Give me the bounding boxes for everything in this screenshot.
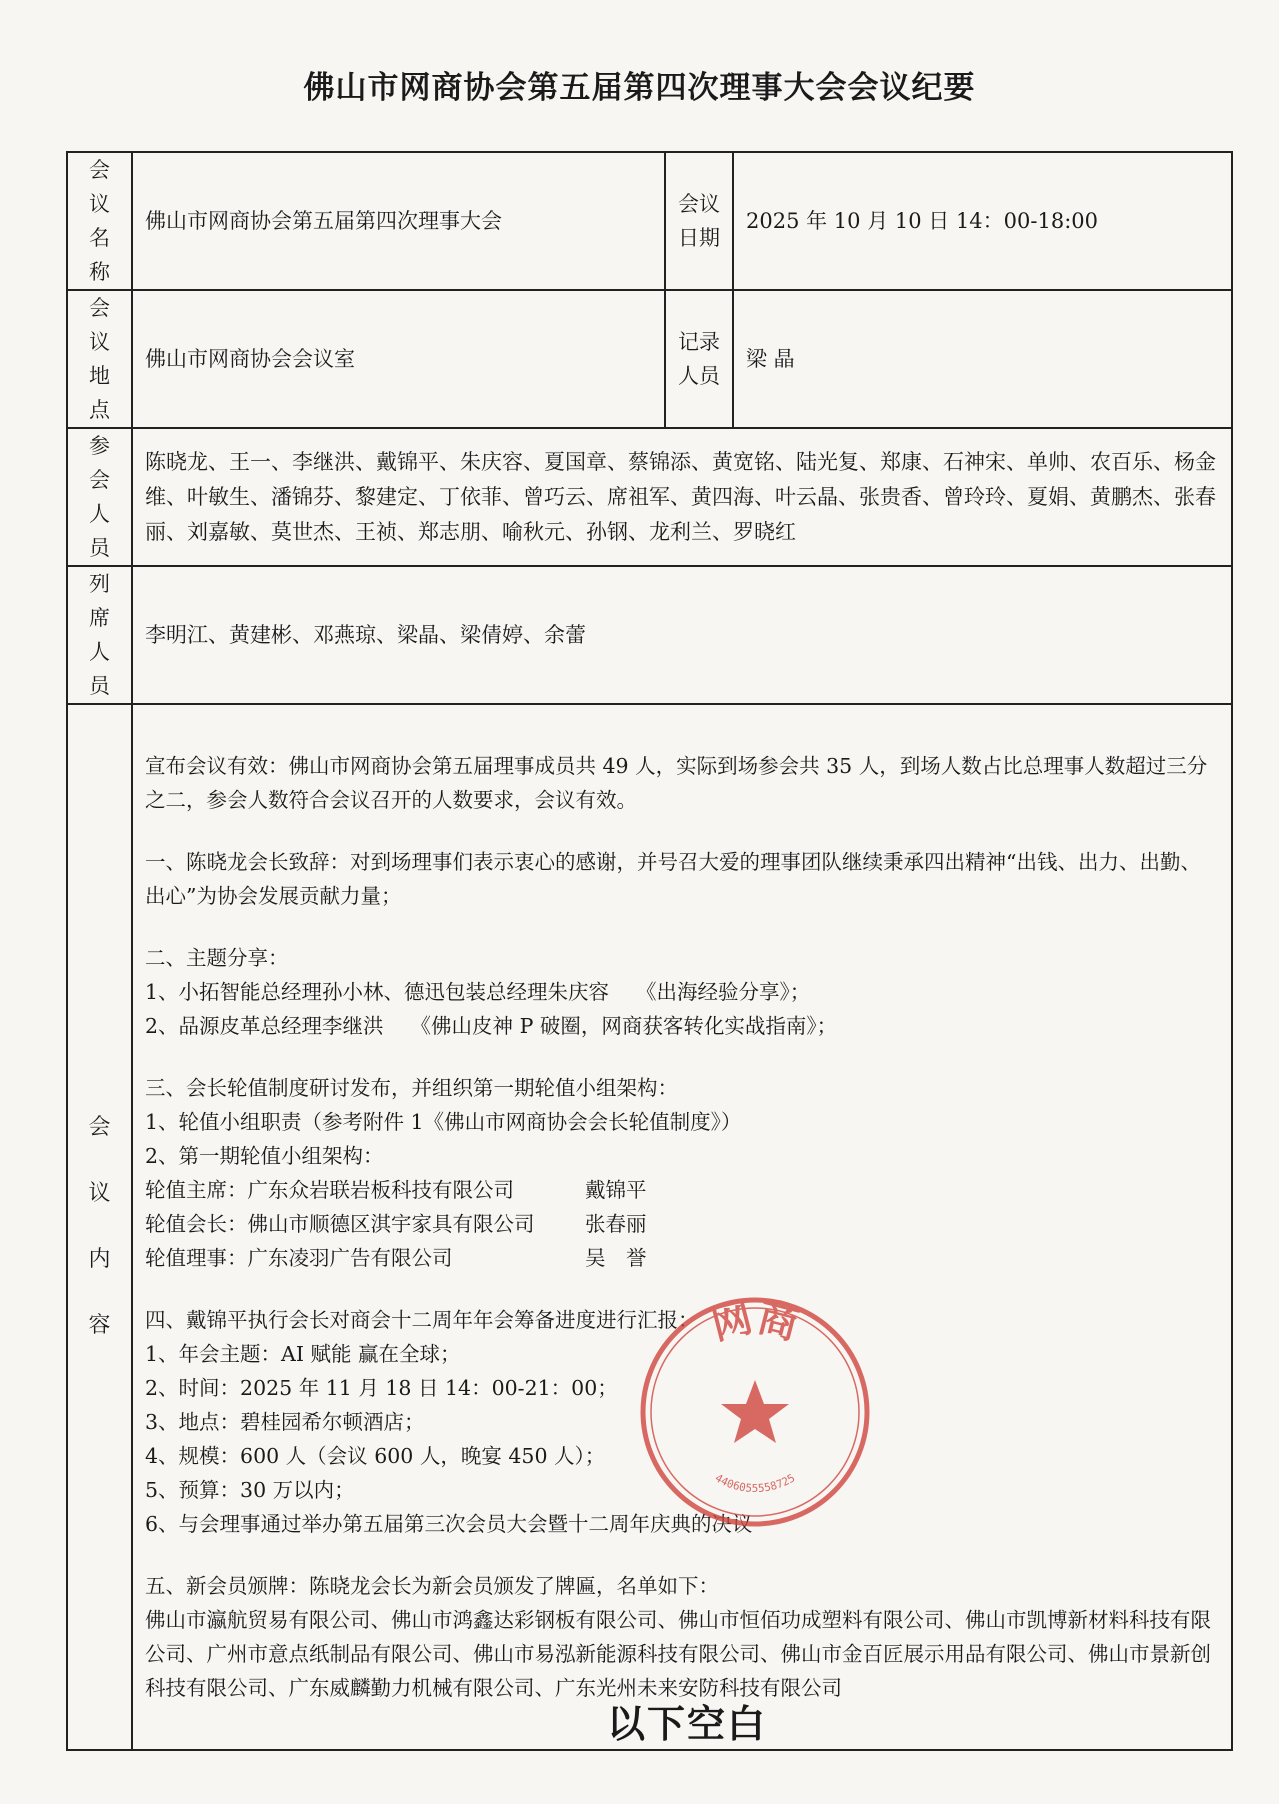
svg-text:网商: 网商 — [706, 1293, 804, 1350]
minutes-table — [66, 151, 1233, 1751]
meeting-content — [132, 704, 1232, 1750]
section-3-title: 三、会长轮值制度研讨发布，并组织第一期轮值小组架构： — [145, 1076, 678, 1100]
label-meeting-date: 会议 日期 — [665, 152, 733, 290]
label-meeting-place: 会议 地点 — [67, 290, 132, 428]
list-item: 2、时间：2025 年 11 月 18 日 14：00-21：00； — [145, 1376, 618, 1400]
label-content: 会 议 内 容 — [67, 704, 132, 1750]
list-item: 2、品源皮革总经理李继洪 《佛山皮神 P 破圈，网商获客转化实战指南》； — [145, 1014, 838, 1038]
section-5-title: 五、新会员颁牌：陈晓龙会长为新会员颁发了牌匾，名单如下： — [145, 1574, 719, 1598]
section-4-title: 四、戴锦平执行会长对商会十二周年年会筹备进度进行汇报： — [145, 1308, 699, 1332]
svg-text:4406055558725: 4406055558725 — [712, 1471, 798, 1495]
label-attendees: 参会 人员 — [67, 428, 132, 566]
rotation-row: 轮值理事：广东凌羽广告有限公司 吴 誉 — [145, 1246, 647, 1270]
new-member-list: 佛山市瀛航贸易有限公司、佛山市鸿鑫达彩钢板有限公司、佛山市恒佰功成塑料有限公司、佛山市凯博新材料科技有限公司、广州市意点纸制品有限公司、佛山市易泓新能源科技有限公司、佛山市金百匠展示用品有限公司、佛山市景新创科技有限公司、广东威麟勤力机械有限公司、广东光州未来安防科技有限公司 — [145, 1608, 1211, 1700]
document-title: 佛山市网商协会第五届第四次理事大会会议纪要 — [303, 70, 976, 106]
blank-below-marker: 以下空白 — [607, 1702, 768, 1746]
section-1-speech: 一、陈晓龙会长致辞：对到场理事们表示衷心的感谢，并号召大爱的理事团队继续秉承四出精神“出钱、出力、出勤、出心”为协会发展贡献力量； — [145, 850, 1201, 908]
meeting-name-value: 佛山市网商协会第五届第四次理事大会 — [132, 152, 665, 290]
label-meeting-name: 会议 名称 — [67, 152, 132, 290]
list-item: 3、地点：碧桂园希尔顿酒店； — [145, 1410, 425, 1434]
list-item: 1、年会主题：AI 赋能 赢在全球； — [145, 1342, 461, 1366]
meeting-date-value: 2025 年 10 月 10 日 14：00-18:00 — [733, 152, 1232, 290]
list-item: 4、规模：600 人（会议 600 人，晚宴 450 人）； — [145, 1444, 606, 1468]
rotation-row: 轮值会长：佛山市顺德区淇宇家具有限公司 张春丽 — [145, 1212, 647, 1236]
list-item: 2、第一期轮值小组架构： — [145, 1144, 384, 1168]
observers-value: 李明江、黄建彬、邓燕琼、梁晶、梁倩婷、余蕾 — [132, 566, 1232, 704]
attendees-value: 陈晓龙、王一、李继洪、戴锦平、朱庆容、夏国章、蔡锦添、黄宽铭、陆光复、郑康、石神宋、单帅、农百乐、杨金维、叶敏生、潘锦芬、黎建定、丁依菲、曾巧云、席祖军、黄四海、叶云晶、张贵香、曾玲玲、夏娟、黄鹏杰、张春丽、刘嘉敏、莫世杰、王祯、郑志朋、喻秋元、孙钢、龙利兰、罗晓红 — [132, 428, 1232, 566]
meeting-place-value: 佛山市网商协会会议室 — [132, 290, 665, 428]
rotation-row: 轮值主席：广东众岩联岩板科技有限公司 戴锦平 — [145, 1178, 647, 1202]
label-observers: 列席 人员 — [67, 566, 132, 704]
opening-statement: 宣布会议有效：佛山市网商协会第五届理事成员共 49 人，实际到场参会共 35 人，到场人数占比总理事人数超过三分之二，参会人数符合会议召开的人数要求，会议有效。 — [145, 754, 1208, 812]
list-item: 1、小拓智能总经理孙小林、德迅包装总经理朱庆容 《出海经验分享》； — [145, 980, 811, 1004]
section-2-title: 二、主题分享： — [145, 946, 289, 970]
list-item: 6、与会理事通过举办第五届第三次会员大会暨十二周年庆典的决议 — [145, 1512, 753, 1536]
list-item: 1、轮值小组职责（参考附件 1《佛山市网商协会会长轮值制度》） — [145, 1110, 742, 1134]
recorder-value: 梁 晶 — [733, 290, 1232, 428]
label-recorder: 记录 人员 — [665, 290, 733, 428]
list-item: 5、预算：30 万以内； — [145, 1478, 355, 1502]
